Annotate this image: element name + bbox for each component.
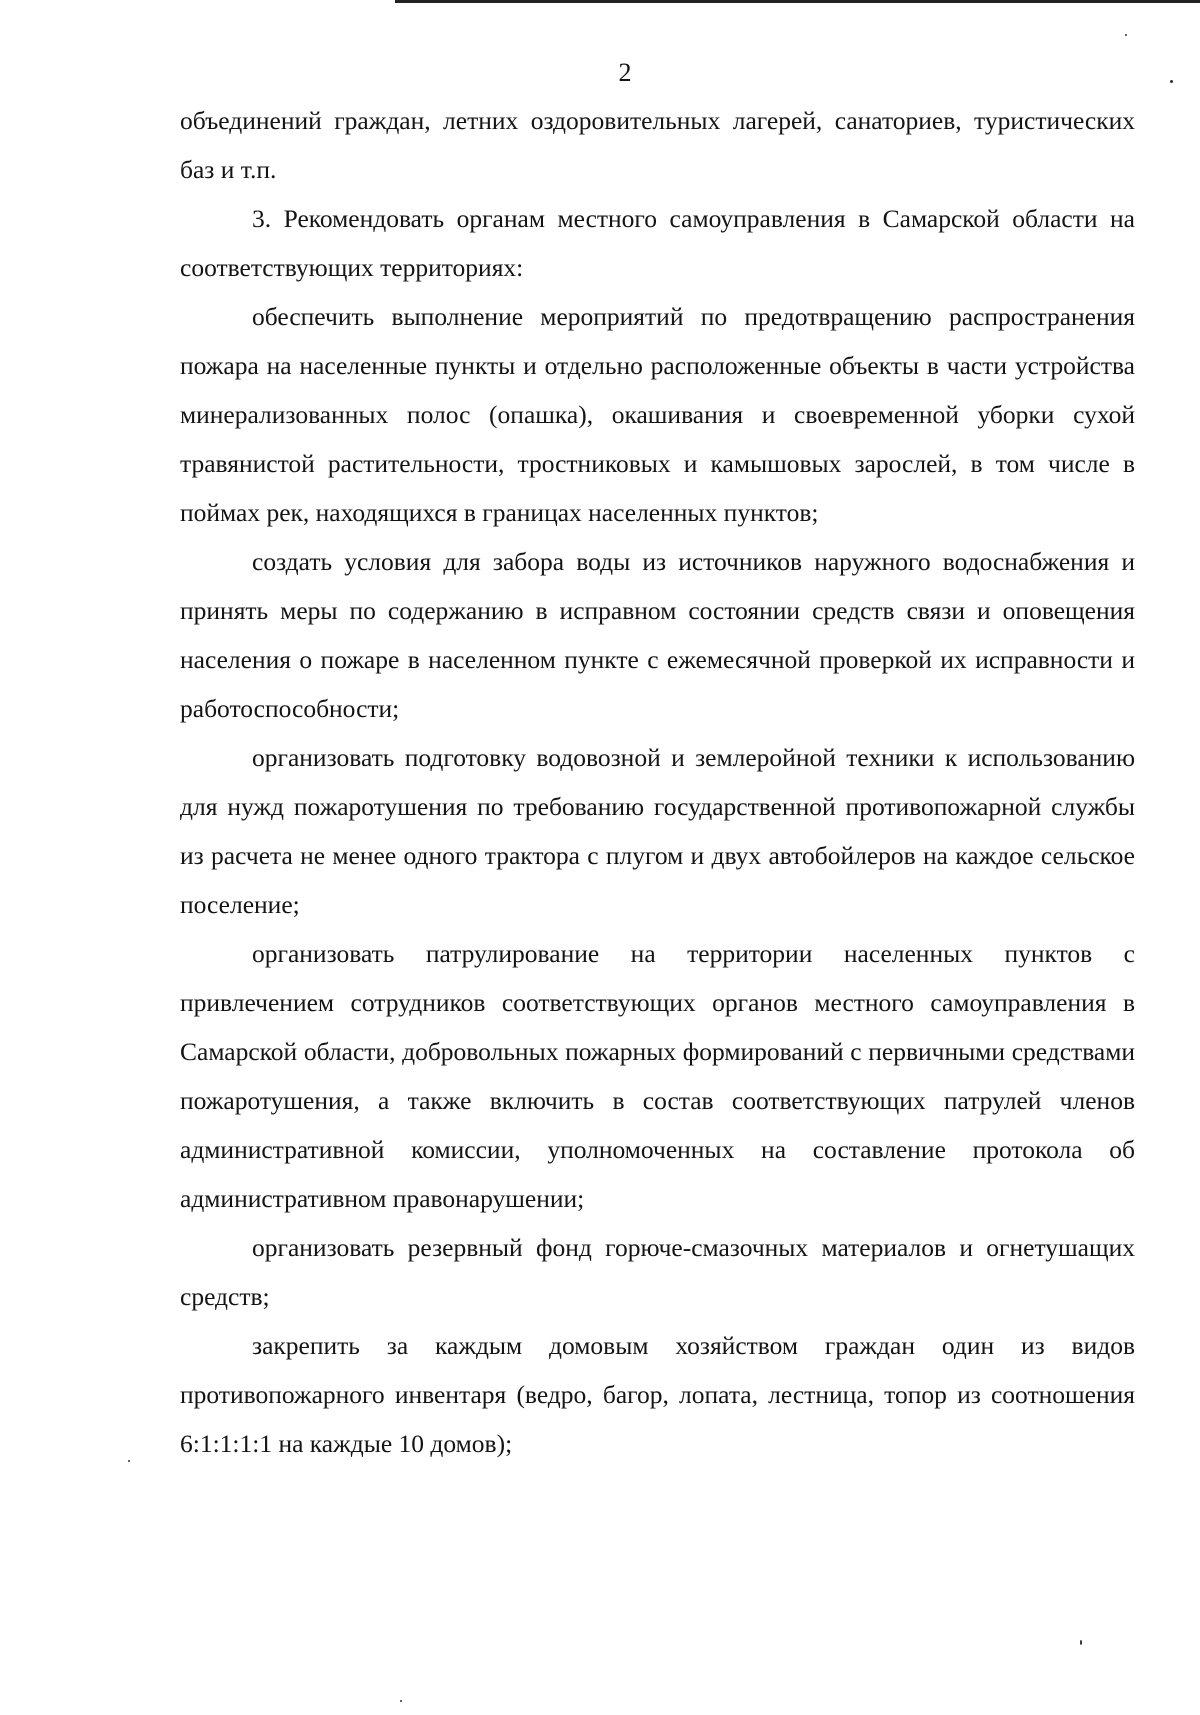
scan-edge-line [395, 0, 1200, 3]
paragraph: объединений граждан, летних оздоровительных лагерей, санаториев, туристических баз и т.п. [180, 106, 1135, 184]
scan-speck [1170, 80, 1173, 83]
document-body [180, 96, 1135, 1468]
paragraph: создать условия для забора воды из источников наружного водоснабжения и принять меры по содержанию в исправном состоянии средств связи и оповещения населения о пожаре в населенном пункте с ежемесячной проверкой их исправности и работоспособности; [180, 547, 1135, 723]
scan-speck [1125, 34, 1127, 36]
paragraph: организовать резервный фонд горюче-смазочных материалов и огнетушащих средств; [180, 1233, 1135, 1311]
scan-speck [128, 1460, 130, 1462]
page-number: 2 [618, 58, 632, 87]
paragraph: организовать патрулирование на территории населенных пунктов с привлечением сотрудников соответствующих органов местного самоуправления в Самарской области, добровольных пожарных формирований с первичными средствами пожаротушения, а также включить в состав соответствующих патрулей членов административной комиссии, уполномоченных на составление протокола об административном правонарушении; [180, 939, 1135, 1213]
paragraph: 3. Рекомендовать органам местного самоуправления в Самарской области на соответствующих территориях: [180, 204, 1135, 282]
paragraph: закрепить за каждым домовым хозяйством граждан один из видов противопожарного инвентаря (ведро, багор, лопата, лестница, топор из соотношения 6:1:1:1:1 на каждые 10 домов); [180, 1331, 1135, 1458]
scan-speck [1080, 1640, 1082, 1645]
scan-speck [400, 1700, 402, 1702]
paragraph: обеспечить выполнение мероприятий по предотвращению распространения пожара на населенные пункты и отдельно расположенные объекты в части устройства минерализованных полос (опашка), окашивания и своевременной уборки сухой травянистой растительности, тростниковых и камышовых зарослей, в том числе в поймах рек, находящихся в границах населенных пунктов; [180, 302, 1135, 527]
paragraph: организовать подготовку водовозной и землеройной техники к использованию для нужд пожаротушения по требованию государственной противопожарной службы из расчета не менее одного трактора с плугом и двух автобойлеров на каждое сельское поселение; [180, 743, 1135, 919]
